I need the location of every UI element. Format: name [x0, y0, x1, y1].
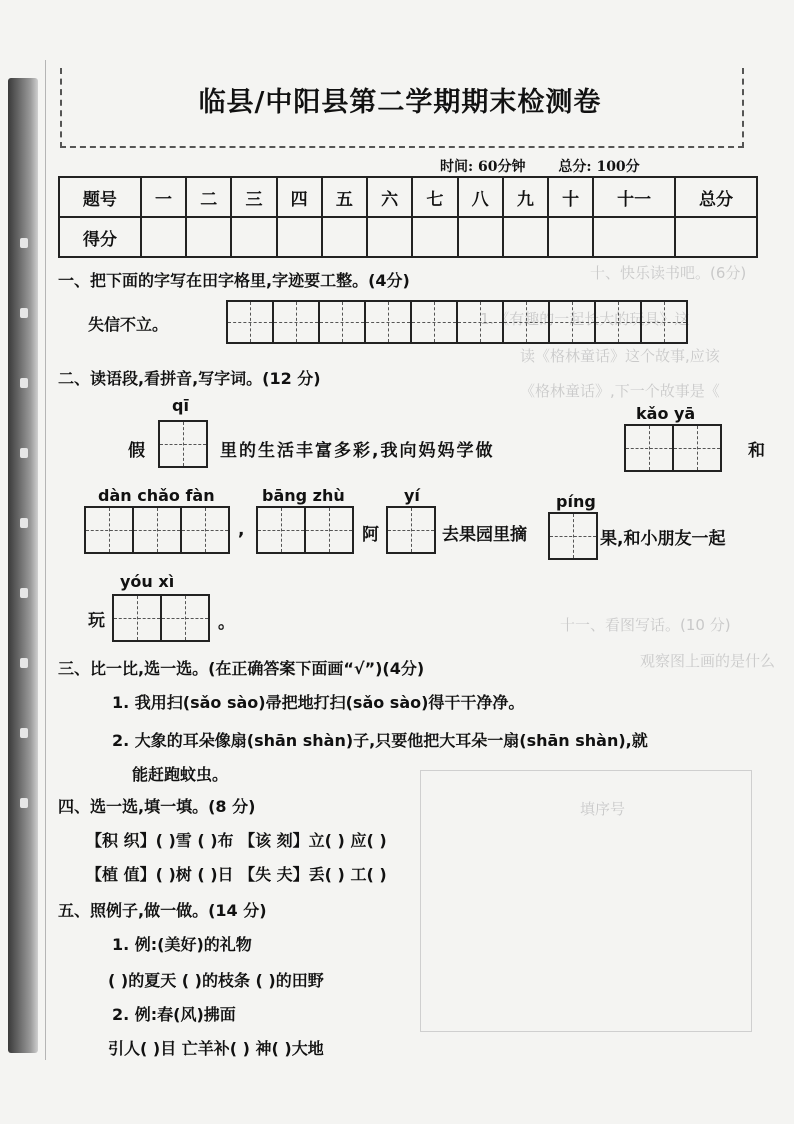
total-score: 总分: 100分: [558, 159, 640, 175]
tianzige-danchaofan[interactable]: [86, 506, 230, 554]
score-header-cell: 一: [141, 177, 186, 217]
tianzige-yi[interactable]: [388, 506, 436, 554]
tianzige-cell[interactable]: [410, 300, 458, 344]
score-header-cell: 十一: [593, 177, 675, 217]
example-5-2: 2. 例:春(风)拂面: [112, 1005, 236, 1024]
example-5-1: 1. 例:(美好)的礼物: [112, 935, 252, 954]
score-header-cell: 五: [322, 177, 367, 217]
score-cell[interactable]: [367, 217, 412, 257]
question-4-line-2: 【植 值】( )树 ( )日 【失 夫】丢( ) 工( ): [86, 865, 387, 884]
tianzige-row-1[interactable]: [228, 300, 688, 344]
text-guoyuan: 去果园里摘: [442, 525, 527, 545]
score-cell[interactable]: [277, 217, 322, 257]
score-header-cell: 十: [548, 177, 593, 217]
score-table-header-row: [59, 177, 757, 217]
pinyin-youxi: yóu xì: [120, 572, 175, 591]
phrase-to-copy: 失信不立。: [88, 315, 169, 334]
tianzige-cell[interactable]: [548, 300, 596, 344]
score-header-cell: 七: [412, 177, 457, 217]
score-header-cell: 六: [367, 177, 412, 217]
bleed-text: 观察图上画的是什么: [640, 652, 776, 670]
binding-strip: [8, 78, 38, 1053]
score-header-cell: 二: [186, 177, 231, 217]
text-a: 阿: [362, 525, 379, 545]
score-cell[interactable]: [412, 217, 457, 257]
score-row-label: 得分: [59, 217, 141, 257]
tianzige-cell[interactable]: [180, 506, 230, 554]
section-3-title: 三、比一比,选一选。(在正确答案下面画“√”)(4分): [58, 659, 425, 678]
tianzige-cell[interactable]: [304, 506, 354, 554]
section-5-title: 五、照例子,做一做。(14 分): [58, 901, 267, 920]
tianzige-cell[interactable]: [256, 506, 306, 554]
tianzige-cell[interactable]: [132, 506, 182, 554]
tianzige-youxi[interactable]: [114, 594, 210, 642]
tianzige-cell[interactable]: [672, 424, 722, 472]
score-header-cell: 四: [277, 177, 322, 217]
tianzige-cell[interactable]: [272, 300, 320, 344]
score-table-score-row: [59, 217, 757, 257]
score-cell[interactable]: [593, 217, 675, 257]
tianzige-cell[interactable]: [318, 300, 366, 344]
pinyin-bangzhu: bāng zhù: [262, 486, 345, 505]
tianzige-cell[interactable]: [226, 300, 274, 344]
tianzige-cell[interactable]: [548, 512, 598, 560]
tianzige-qi[interactable]: [160, 420, 208, 468]
pinyin-yi: yí: [404, 486, 420, 505]
bleed-text: 十一、看图写话。(10 分): [560, 616, 731, 634]
pinyin-ping: píng: [556, 492, 596, 511]
pinyin-qi: qī: [172, 396, 189, 415]
question-3-2: 2. 大象的耳朵像扇(shān shàn)子,只要他把大耳朵一扇(shān shàn),就: [112, 731, 648, 750]
tianzige-bangzhu[interactable]: [258, 506, 354, 554]
score-cell[interactable]: [186, 217, 231, 257]
tianzige-ping[interactable]: [550, 512, 598, 560]
section-2-title: 二、读语段,看拼音,写字词。(12 分): [58, 369, 321, 388]
question-3-1: 1. 我用扫(sǎo sào)帚把地打扫(sǎo sào)得干干净净。: [112, 693, 525, 712]
time-limit: 时间: 60分钟: [440, 159, 526, 175]
paragraph-line-1: 里的生活丰富多彩,我向妈妈学做: [220, 441, 495, 461]
question-5-1-items: ( )的夏天 ( )的枝条 ( )的田野: [108, 971, 324, 990]
tianzige-kaoya[interactable]: [626, 424, 722, 472]
tianzige-cell[interactable]: [160, 594, 210, 642]
bleed-grid: [420, 770, 752, 1032]
score-cell[interactable]: [322, 217, 367, 257]
text-guo: 果,和小朋友一起: [600, 529, 726, 549]
text-he: 和: [748, 441, 765, 461]
score-table: [58, 176, 758, 258]
tianzige-cell[interactable]: [112, 594, 162, 642]
score-cell[interactable]: [675, 217, 757, 257]
tianzige-cell[interactable]: [456, 300, 504, 344]
score-header-cell: 总分: [675, 177, 757, 217]
score-cell[interactable]: [503, 217, 548, 257]
text-wan: 玩: [88, 611, 105, 631]
pinyin-kaoya: kǎo yā: [636, 404, 696, 423]
score-header-cell: 题号: [59, 177, 141, 217]
tianzige-cell[interactable]: [158, 420, 208, 468]
question-3-2-cont: 能赶跑蚊虫。: [132, 765, 229, 784]
text-comma: ,: [238, 520, 245, 540]
pinyin-danchaofan: dàn chǎo fàn: [98, 486, 215, 505]
tianzige-cell[interactable]: [594, 300, 642, 344]
cut-line: [45, 60, 46, 1060]
tianzige-cell[interactable]: [502, 300, 550, 344]
bleed-text: 《格林童话》,下一个故事是《: [520, 382, 720, 400]
score-cell[interactable]: [141, 217, 186, 257]
score-cell[interactable]: [458, 217, 503, 257]
tianzige-cell[interactable]: [84, 506, 134, 554]
score-header-cell: 九: [503, 177, 548, 217]
score-header-cell: 八: [458, 177, 503, 217]
bleed-text: 十、快乐读书吧。(6分): [590, 264, 747, 282]
tianzige-cell[interactable]: [386, 506, 436, 554]
score-cell[interactable]: [231, 217, 276, 257]
bleed-text: 1.《有趣的一起长大的玩具》这: [480, 310, 690, 328]
section-1-title: 一、把下面的字写在田字格里,字迹要工整。(4分): [58, 271, 410, 290]
tianzige-cell[interactable]: [364, 300, 412, 344]
score-header-cell: 三: [231, 177, 276, 217]
bleed-text: 填序号: [580, 800, 626, 818]
text-end: 。: [218, 613, 235, 633]
section-4-title: 四、选一选,填一填。(8 分): [58, 797, 256, 816]
score-cell[interactable]: [548, 217, 593, 257]
exam-meta: [440, 156, 668, 176]
question-5-2-items: 引人( )目 亡羊补( ) 神( )大地: [108, 1039, 324, 1058]
tianzige-cell[interactable]: [640, 300, 688, 344]
question-4-line-1: 【积 织】( )雪 ( )布 【该 刻】立( ) 应( ): [86, 831, 387, 850]
tianzige-cell[interactable]: [624, 424, 674, 472]
bleed-text: 读《格林童话》这个故事,应该: [520, 347, 720, 365]
text-jia: 假: [128, 441, 145, 461]
exam-title: 临县/中阳县第二学期期末检测卷: [198, 87, 602, 118]
